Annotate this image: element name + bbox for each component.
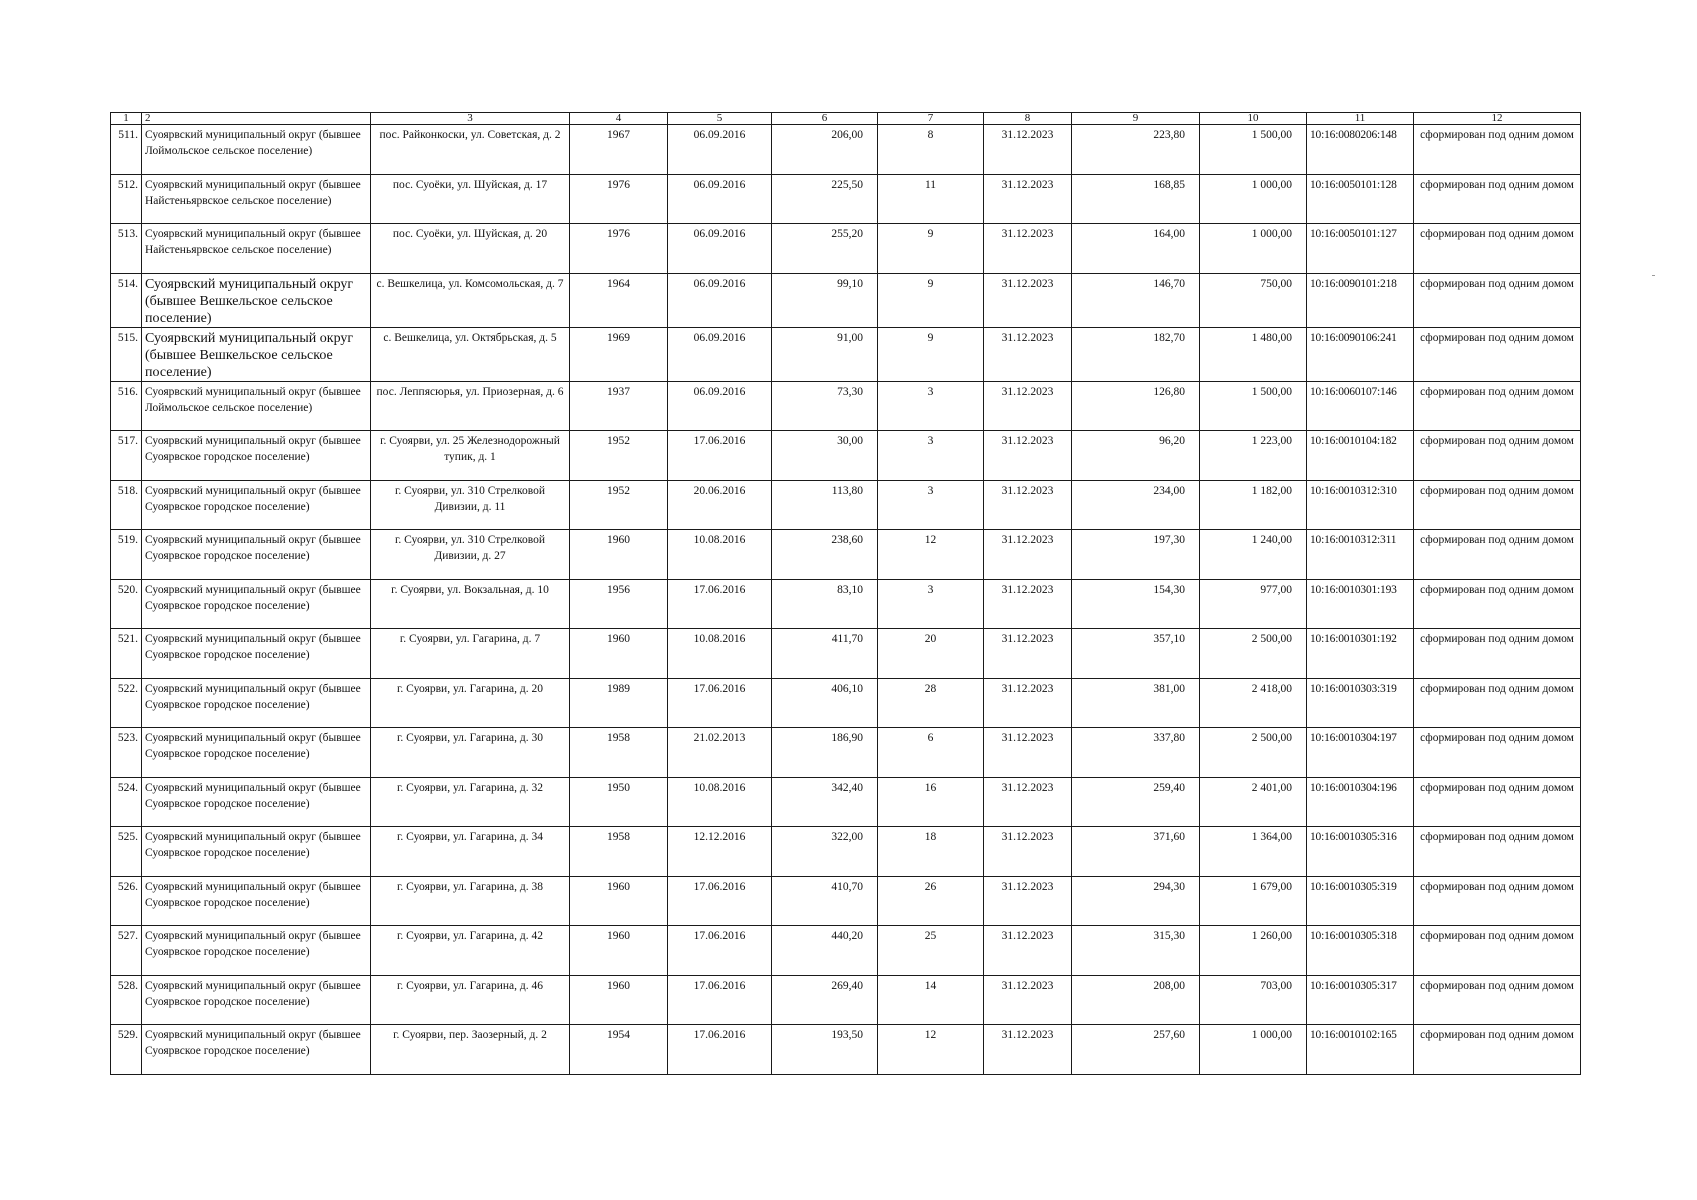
address-cell: пос. Суоёки, ул. Шуйская, д. 17 (371, 174, 570, 224)
build-year-cell: 1950 (570, 777, 668, 827)
build-year-cell: 1956 (570, 579, 668, 629)
plot-area-cell: 750,00 (1200, 273, 1307, 327)
cadastral-number-cell: 10:16:0050101:127 (1307, 224, 1414, 274)
table-body (111, 125, 1581, 1075)
row-number: 528. (111, 975, 142, 1025)
build-year-cell: 1967 (570, 125, 668, 175)
cadastral-number-cell: 10:16:0090101:218 (1307, 273, 1414, 327)
deadline-date-cell: 31.12.2023 (984, 530, 1072, 580)
row-number: 520. (111, 579, 142, 629)
area-cell: 440,20 (772, 926, 878, 976)
residents-count-cell: 9 (878, 224, 984, 274)
cadastral-number-cell: 10:16:0010305:316 (1307, 827, 1414, 877)
cadastral-number-cell: 10:16:0010304:197 (1307, 728, 1414, 778)
date-cell: 17.06.2016 (668, 975, 772, 1025)
residents-count-cell: 16 (878, 777, 984, 827)
row-number: 513. (111, 224, 142, 274)
plot-area-cell: 2 500,00 (1200, 629, 1307, 679)
plot-area-cell: 2 500,00 (1200, 728, 1307, 778)
plot-area-cell: 1 182,00 (1200, 480, 1307, 530)
municipality-cell: Суоярвский муниципальный округ (бывшее Суоярвское городское поселение) (142, 629, 371, 679)
deadline-date-cell: 31.12.2023 (984, 827, 1072, 877)
date-cell: 21.02.2013 (668, 728, 772, 778)
plot-area-cell: 977,00 (1200, 579, 1307, 629)
area-cell: 91,00 (772, 327, 878, 381)
build-year-cell: 1954 (570, 1025, 668, 1075)
address-cell: с. Вешкелица, ул. Октябрьская, д. 5 (371, 327, 570, 381)
column-number: 10 (1200, 113, 1307, 125)
deadline-date-cell: 31.12.2023 (984, 327, 1072, 381)
date-cell: 06.09.2016 (668, 174, 772, 224)
area2-cell: 126,80 (1072, 381, 1200, 431)
table-row (111, 678, 1581, 728)
column-number: 2 (142, 113, 371, 125)
scan-artifact (1652, 275, 1655, 276)
municipality-cell: Суоярвский муниципальный округ (бывшее Суоярвское городское поселение) (142, 579, 371, 629)
area2-cell: 182,70 (1072, 327, 1200, 381)
municipality-cell: Суоярвский муниципальный округ (бывшее Суоярвское городское поселение) (142, 1025, 371, 1075)
area-cell: 238,60 (772, 530, 878, 580)
table-row (111, 876, 1581, 926)
residents-count-cell: 28 (878, 678, 984, 728)
residents-count-cell: 25 (878, 926, 984, 976)
date-cell: 10.08.2016 (668, 530, 772, 580)
address-cell: г. Суоярви, ул. Гагарина, д. 42 (371, 926, 570, 976)
residents-count-cell: 3 (878, 579, 984, 629)
deadline-date-cell: 31.12.2023 (984, 629, 1072, 679)
row-number: 526. (111, 876, 142, 926)
residents-count-cell: 3 (878, 431, 984, 481)
address-cell: г. Суоярви, ул. 310 Стрелковой Дивизии, д. 27 (371, 530, 570, 580)
area2-cell: 197,30 (1072, 530, 1200, 580)
date-cell: 17.06.2016 (668, 579, 772, 629)
table-row (111, 975, 1581, 1025)
area2-cell: 96,20 (1072, 431, 1200, 481)
row-number: 527. (111, 926, 142, 976)
row-number: 519. (111, 530, 142, 580)
row-number: 514. (111, 273, 142, 327)
table-row (111, 381, 1581, 431)
table-row (111, 174, 1581, 224)
cadastral-number-cell: 10:16:0010305:319 (1307, 876, 1414, 926)
table-row (111, 827, 1581, 877)
cadastral-number-cell: 10:16:0010312:310 (1307, 480, 1414, 530)
cadastral-number-cell: 10:16:0010301:192 (1307, 629, 1414, 679)
row-number: 525. (111, 827, 142, 877)
municipality-cell: Суоярвский муниципальный округ (бывшее Суоярвское городское поселение) (142, 975, 371, 1025)
row-number: 517. (111, 431, 142, 481)
date-cell: 06.09.2016 (668, 273, 772, 327)
area2-cell: 208,00 (1072, 975, 1200, 1025)
build-year-cell: 1989 (570, 678, 668, 728)
area2-cell: 371,60 (1072, 827, 1200, 877)
date-cell: 17.06.2016 (668, 678, 772, 728)
address-cell: с. Вешкелица, ул. Комсомольская, д. 7 (371, 273, 570, 327)
deadline-date-cell: 31.12.2023 (984, 777, 1072, 827)
table-row (111, 926, 1581, 976)
date-cell: 17.06.2016 (668, 876, 772, 926)
area-cell: 342,40 (772, 777, 878, 827)
municipality-cell: Суоярвский муниципальный округ (бывшее Суоярвское городское поселение) (142, 876, 371, 926)
date-cell: 17.06.2016 (668, 431, 772, 481)
date-cell: 06.09.2016 (668, 381, 772, 431)
row-number: 524. (111, 777, 142, 827)
column-number: 8 (984, 113, 1072, 125)
residents-count-cell: 6 (878, 728, 984, 778)
column-number: 7 (878, 113, 984, 125)
deadline-date-cell: 31.12.2023 (984, 381, 1072, 431)
area2-cell: 146,70 (1072, 273, 1200, 327)
table-row (111, 728, 1581, 778)
table-row (111, 431, 1581, 481)
area-cell: 83,10 (772, 579, 878, 629)
deadline-date-cell: 31.12.2023 (984, 876, 1072, 926)
column-number: 1 (111, 113, 142, 125)
row-number: 512. (111, 174, 142, 224)
build-year-cell: 1952 (570, 480, 668, 530)
residents-count-cell: 18 (878, 827, 984, 877)
cadastral-number-cell: 10:16:0060107:146 (1307, 381, 1414, 431)
residents-count-cell: 26 (878, 876, 984, 926)
table-row (111, 530, 1581, 580)
deadline-date-cell: 31.12.2023 (984, 975, 1072, 1025)
area2-cell: 154,30 (1072, 579, 1200, 629)
area-cell: 411,70 (772, 629, 878, 679)
table-row (111, 125, 1581, 175)
deadline-date-cell: 31.12.2023 (984, 926, 1072, 976)
residents-count-cell: 3 (878, 480, 984, 530)
row-number: 522. (111, 678, 142, 728)
status-cell: сформирован под одним домом (1414, 1025, 1581, 1075)
status-cell: сформирован под одним домом (1414, 678, 1581, 728)
area2-cell: 168,85 (1072, 174, 1200, 224)
cadastral-number-cell: 10:16:0010301:193 (1307, 579, 1414, 629)
residents-count-cell: 14 (878, 975, 984, 1025)
address-cell: г. Суоярви, ул. Гагарина, д. 34 (371, 827, 570, 877)
residents-count-cell: 12 (878, 530, 984, 580)
area2-cell: 337,80 (1072, 728, 1200, 778)
date-cell: 17.06.2016 (668, 926, 772, 976)
address-cell: пос. Леппясюрья, ул. Приозерная, д. 6 (371, 381, 570, 431)
row-number: 516. (111, 381, 142, 431)
build-year-cell: 1976 (570, 224, 668, 274)
deadline-date-cell: 31.12.2023 (984, 273, 1072, 327)
table-row (111, 327, 1581, 381)
row-number: 515. (111, 327, 142, 381)
row-number: 529. (111, 1025, 142, 1075)
row-number: 521. (111, 629, 142, 679)
address-cell: пос. Райконкоски, ул. Советская, д. 2 (371, 125, 570, 175)
address-cell: г. Суоярви, пер. Заозерный, д. 2 (371, 1025, 570, 1075)
cadastral-number-cell: 10:16:0010102:165 (1307, 1025, 1414, 1075)
municipality-cell: Суоярвский муниципальный округ (бывшее Лоймольское сельское поселение) (142, 125, 371, 175)
status-cell: сформирован под одним домом (1414, 926, 1581, 976)
cadastral-number-cell: 10:16:0010303:319 (1307, 678, 1414, 728)
plot-area-cell: 1 000,00 (1200, 174, 1307, 224)
column-number: 5 (668, 113, 772, 125)
area2-cell: 381,00 (1072, 678, 1200, 728)
column-number: 3 (371, 113, 570, 125)
municipality-cell: Суоярвский муниципальный округ (бывшее Суоярвское городское поселение) (142, 926, 371, 976)
area-cell: 255,20 (772, 224, 878, 274)
row-number: 523. (111, 728, 142, 778)
build-year-cell: 1960 (570, 926, 668, 976)
residents-count-cell: 12 (878, 1025, 984, 1075)
status-cell: сформирован под одним домом (1414, 431, 1581, 481)
build-year-cell: 1969 (570, 327, 668, 381)
status-cell: сформирован под одним домом (1414, 273, 1581, 327)
status-cell: сформирован под одним домом (1414, 579, 1581, 629)
table-row (111, 480, 1581, 530)
build-year-cell: 1960 (570, 876, 668, 926)
status-cell: сформирован под одним домом (1414, 125, 1581, 175)
column-number: 4 (570, 113, 668, 125)
municipality-cell: Суоярвский муниципальный округ (бывшее Найстеньярвское сельское поселение) (142, 174, 371, 224)
municipality-cell: Суоярвский муниципальный округ (бывшее Суоярвское городское поселение) (142, 777, 371, 827)
area2-cell: 294,30 (1072, 876, 1200, 926)
area2-cell: 223,80 (1072, 125, 1200, 175)
address-cell: г. Суоярви, ул. Гагарина, д. 30 (371, 728, 570, 778)
residents-count-cell: 9 (878, 273, 984, 327)
column-number-row (111, 113, 1581, 125)
address-cell: г. Суоярви, ул. Гагарина, д. 20 (371, 678, 570, 728)
deadline-date-cell: 31.12.2023 (984, 728, 1072, 778)
area2-cell: 257,60 (1072, 1025, 1200, 1075)
area2-cell: 357,10 (1072, 629, 1200, 679)
cadastral-number-cell: 10:16:0010304:196 (1307, 777, 1414, 827)
status-cell: сформирован под одним домом (1414, 876, 1581, 926)
date-cell: 06.09.2016 (668, 327, 772, 381)
table-row (111, 777, 1581, 827)
deadline-date-cell: 31.12.2023 (984, 1025, 1072, 1075)
housing-register-table (110, 112, 1581, 1075)
residents-count-cell: 11 (878, 174, 984, 224)
address-cell: г. Суоярви, ул. 310 Стрелковой Дивизии, д. 11 (371, 480, 570, 530)
status-cell: сформирован под одним домом (1414, 728, 1581, 778)
plot-area-cell: 1 679,00 (1200, 876, 1307, 926)
plot-area-cell: 1 500,00 (1200, 381, 1307, 431)
row-number: 511. (111, 125, 142, 175)
column-number: 9 (1072, 113, 1200, 125)
cadastral-number-cell: 10:16:0050101:128 (1307, 174, 1414, 224)
address-cell: г. Суоярви, ул. 25 Железнодорожный тупик, д. 1 (371, 431, 570, 481)
column-number: 11 (1307, 113, 1414, 125)
build-year-cell: 1958 (570, 728, 668, 778)
cadastral-number-cell: 10:16:0080206:148 (1307, 125, 1414, 175)
municipality-cell: Суоярвский муниципальный округ (бывшее Суоярвское городское поселение) (142, 728, 371, 778)
municipality-cell: Суоярвский муниципальный округ (бывшее Суоярвское городское поселение) (142, 678, 371, 728)
build-year-cell: 1976 (570, 174, 668, 224)
cadastral-number-cell: 10:16:0010305:318 (1307, 926, 1414, 976)
cadastral-number-cell: 10:16:0010305:317 (1307, 975, 1414, 1025)
status-cell: сформирован под одним домом (1414, 777, 1581, 827)
residents-count-cell: 3 (878, 381, 984, 431)
plot-area-cell: 2 401,00 (1200, 777, 1307, 827)
deadline-date-cell: 31.12.2023 (984, 480, 1072, 530)
build-year-cell: 1958 (570, 827, 668, 877)
date-cell: 10.08.2016 (668, 777, 772, 827)
residents-count-cell: 8 (878, 125, 984, 175)
municipality-cell: Суоярвский муниципальный округ (бывшее Вешкельское сельское поселение) (142, 273, 371, 327)
status-cell: сформирован под одним домом (1414, 530, 1581, 580)
area-cell: 322,00 (772, 827, 878, 877)
address-cell: г. Суоярви, ул. Гагарина, д. 46 (371, 975, 570, 1025)
plot-area-cell: 2 418,00 (1200, 678, 1307, 728)
plot-area-cell: 1 223,00 (1200, 431, 1307, 481)
table-row (111, 1025, 1581, 1075)
column-number: 6 (772, 113, 878, 125)
date-cell: 10.08.2016 (668, 629, 772, 679)
municipality-cell: Суоярвский муниципальный округ (бывшее Лоймольское сельское поселение) (142, 381, 371, 431)
status-cell: сформирован под одним домом (1414, 975, 1581, 1025)
deadline-date-cell: 31.12.2023 (984, 678, 1072, 728)
area-cell: 73,30 (772, 381, 878, 431)
area-cell: 99,10 (772, 273, 878, 327)
area-cell: 30,00 (772, 431, 878, 481)
date-cell: 06.09.2016 (668, 224, 772, 274)
date-cell: 17.06.2016 (668, 1025, 772, 1075)
plot-area-cell: 1 364,00 (1200, 827, 1307, 877)
residents-count-cell: 20 (878, 629, 984, 679)
build-year-cell: 1952 (570, 431, 668, 481)
plot-area-cell: 1 240,00 (1200, 530, 1307, 580)
table-row (111, 273, 1581, 327)
plot-area-cell: 703,00 (1200, 975, 1307, 1025)
area2-cell: 315,30 (1072, 926, 1200, 976)
area2-cell: 164,00 (1072, 224, 1200, 274)
table-row (111, 579, 1581, 629)
build-year-cell: 1960 (570, 530, 668, 580)
area-cell: 193,50 (772, 1025, 878, 1075)
status-cell: сформирован под одним домом (1414, 174, 1581, 224)
build-year-cell: 1964 (570, 273, 668, 327)
plot-area-cell: 1 000,00 (1200, 1025, 1307, 1075)
municipality-cell: Суоярвский муниципальный округ (бывшее Суоярвское городское поселение) (142, 480, 371, 530)
area-cell: 406,10 (772, 678, 878, 728)
build-year-cell: 1960 (570, 629, 668, 679)
row-number: 518. (111, 480, 142, 530)
deadline-date-cell: 31.12.2023 (984, 431, 1072, 481)
date-cell: 12.12.2016 (668, 827, 772, 877)
status-cell: сформирован под одним домом (1414, 827, 1581, 877)
cadastral-number-cell: 10:16:0010312:311 (1307, 530, 1414, 580)
address-cell: г. Суоярви, ул. Гагарина, д. 7 (371, 629, 570, 679)
municipality-cell: Суоярвский муниципальный округ (бывшее Суоярвское городское поселение) (142, 827, 371, 877)
municipality-cell: Суоярвский муниципальный округ (бывшее Суоярвское городское поселение) (142, 431, 371, 481)
plot-area-cell: 1 260,00 (1200, 926, 1307, 976)
area-cell: 269,40 (772, 975, 878, 1025)
table-row (111, 224, 1581, 274)
column-number: 12 (1414, 113, 1581, 125)
status-cell: сформирован под одним домом (1414, 327, 1581, 381)
address-cell: г. Суоярви, ул. Вокзальная, д. 10 (371, 579, 570, 629)
area2-cell: 259,40 (1072, 777, 1200, 827)
status-cell: сформирован под одним домом (1414, 381, 1581, 431)
municipality-cell: Суоярвский муниципальный округ (бывшее Найстеньярвское сельское поселение) (142, 224, 371, 274)
date-cell: 06.09.2016 (668, 125, 772, 175)
cadastral-number-cell: 10:16:0010104:182 (1307, 431, 1414, 481)
status-cell: сформирован под одним домом (1414, 629, 1581, 679)
plot-area-cell: 1 000,00 (1200, 224, 1307, 274)
area-cell: 113,80 (772, 480, 878, 530)
area-cell: 186,90 (772, 728, 878, 778)
area2-cell: 234,00 (1072, 480, 1200, 530)
municipality-cell: Суоярвский муниципальный округ (бывшее Суоярвское городское поселение) (142, 530, 371, 580)
plot-area-cell: 1 500,00 (1200, 125, 1307, 175)
status-cell: сформирован под одним домом (1414, 480, 1581, 530)
cadastral-number-cell: 10:16:0090106:241 (1307, 327, 1414, 381)
area-cell: 225,50 (772, 174, 878, 224)
deadline-date-cell: 31.12.2023 (984, 174, 1072, 224)
deadline-date-cell: 31.12.2023 (984, 579, 1072, 629)
address-cell: пос. Суоёки, ул. Шуйская, д. 20 (371, 224, 570, 274)
residents-count-cell: 9 (878, 327, 984, 381)
address-cell: г. Суоярви, ул. Гагарина, д. 32 (371, 777, 570, 827)
area-cell: 410,70 (772, 876, 878, 926)
deadline-date-cell: 31.12.2023 (984, 125, 1072, 175)
status-cell: сформирован под одним домом (1414, 224, 1581, 274)
deadline-date-cell: 31.12.2023 (984, 224, 1072, 274)
build-year-cell: 1937 (570, 381, 668, 431)
address-cell: г. Суоярви, ул. Гагарина, д. 38 (371, 876, 570, 926)
date-cell: 20.06.2016 (668, 480, 772, 530)
municipality-cell: Суоярвский муниципальный округ (бывшее Вешкельское сельское поселение) (142, 327, 371, 381)
plot-area-cell: 1 480,00 (1200, 327, 1307, 381)
table-row (111, 629, 1581, 679)
area-cell: 206,00 (772, 125, 878, 175)
build-year-cell: 1960 (570, 975, 668, 1025)
